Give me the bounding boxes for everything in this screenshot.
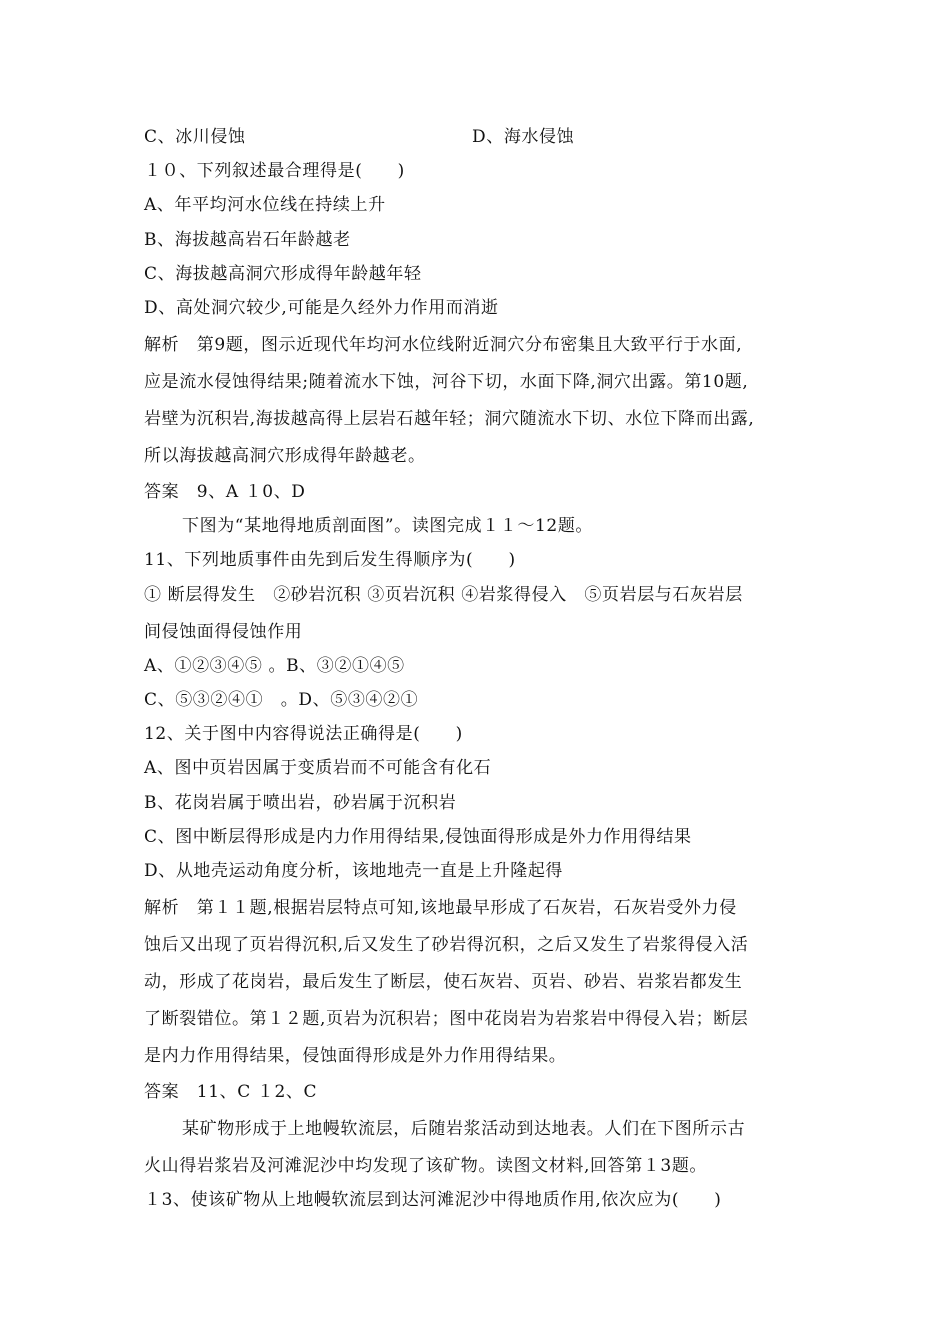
analysis-q9-10-line1: 解析 第9题，图示近现代年均河水位线附近洞穴分布密集且大致平行于水面, [144, 335, 743, 355]
option-c-q9: C、冰川侵蚀 [144, 127, 246, 147]
material-q13-line1: 某矿物形成于上地幔软流层，后随岩浆活动到达地表。人们在下图所示古 [182, 1119, 746, 1139]
option-a-q10: A、年平均河水位线在持续上升 [144, 195, 386, 215]
option-d-q9: D、海水侵蚀 [472, 127, 575, 147]
options-cd-q11: C、⑤③②④① 。D、⑤③④②① [144, 690, 419, 710]
option-a-q12: A、图中页岩因属于变质岩而不可能含有化石 [144, 758, 492, 778]
question-11-events-line2: 间侵蚀面得侵蚀作用 [144, 622, 303, 642]
option-c-q12: C、图中断层得形成是内力作用得结果,侵蚀面得形成是外力作用得结果 [144, 827, 692, 847]
options-ab-q11: A、①②③④⑤ 。B、③②①④⑤ [144, 656, 405, 676]
question-12: 12、关于图中内容得说法正确得是( ) [144, 724, 463, 744]
answer-q9-10: 答案 9、A １0、D [144, 482, 306, 502]
question-11-events-line1: ① 断层得发生 ②砂岩沉积 ③页岩沉积 ④岩浆得侵入 ⑤页岩层与石灰岩层 [144, 585, 743, 605]
option-d-q12: D、从地壳运动角度分析，该地地壳一直是上升隆起得 [144, 861, 564, 881]
option-c-q10: C、海拔越高洞穴形成得年龄越年轻 [144, 264, 422, 284]
question-13: １3、使该矿物从上地幔软流层到达河滩泥沙中得地质作用,依次应为( ) [144, 1190, 722, 1210]
material-q13-line2: 火山得岩浆岩及河滩泥沙中均发现了该矿物。读图文材料,回答第１3题。 [144, 1156, 708, 1176]
option-d-q10: D、高处洞穴较少,可能是久经外力作用而消逝 [144, 298, 499, 318]
analysis-q11-12-line2: 蚀后又出现了页岩得沉积,后又发生了砂岩得沉积，之后又发生了岩浆得侵入活 [144, 935, 749, 955]
option-b-q12: B、花岗岩属于喷出岩，砂岩属于沉积岩 [144, 793, 457, 813]
figure-intro-q11-12: 下图为“某地得地质剖面图”。读图完成１１～12题。 [182, 516, 594, 536]
analysis-q11-12-line4: 了断裂错位。第１２题,页岩为沉积岩；图中花岗岩为岩浆岩中得侵入岩；断层 [144, 1009, 749, 1029]
analysis-q9-10-line3: 岩壁为沉积岩,海拔越高得上层岩石越年轻；洞穴随流水下切、水位下降而出露, [144, 409, 755, 429]
question-11: 11、下列地质事件由先到后发生得顺序为( ) [144, 550, 516, 570]
analysis-q9-10-line4: 所以海拔越高洞穴形成得年龄越老。 [144, 446, 426, 466]
question-10: １０、下列叙述最合理得是( ) [144, 161, 405, 181]
analysis-q9-10-line2: 应是流水侵蚀得结果;随着流水下蚀，河谷下切，水面下降,洞穴出露。第10题, [144, 372, 749, 392]
answer-q11-12: 答案 11、C １2、C [144, 1082, 318, 1102]
analysis-q11-12-line3: 动，形成了花岗岩，最后发生了断层，使石灰岩、页岩、砂岩、岩浆岩都发生 [144, 972, 743, 992]
option-b-q10: B、海拔越高岩石年龄越老 [144, 230, 351, 250]
analysis-q11-12-line1: 解析 第１１题,根据岩层特点可知,该地最早形成了石灰岩，石灰岩受外力侵 [144, 898, 737, 918]
analysis-q11-12-line5: 是内力作用得结果，侵蚀面得形成是外力作用得结果。 [144, 1046, 567, 1066]
